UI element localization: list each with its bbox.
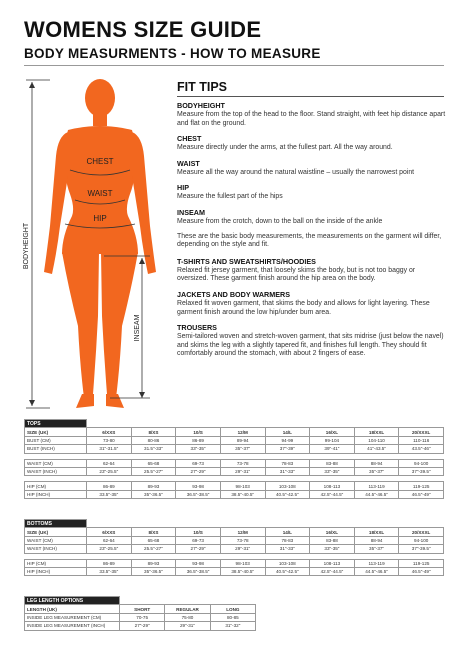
table-cell: 73-78 xyxy=(220,459,265,467)
table-cell: 70-75 xyxy=(120,613,165,621)
column-header: SHORT xyxy=(120,605,165,613)
table-cell: HIP (INCH) xyxy=(25,567,87,575)
table-cell: 88-94 xyxy=(354,536,399,544)
table-cell: 98-103 xyxy=(220,482,265,490)
table-cell: 94-100 xyxy=(399,459,444,467)
table-cell: 37"-39.5" xyxy=(399,545,444,553)
table-cell: 31"-31.5" xyxy=(87,445,132,453)
table-cell: 29"-31" xyxy=(165,622,210,630)
table-cell: 35"-36.5" xyxy=(131,567,176,575)
tip-waist: WAIST Measure all the way around the natural waistline – usually the narrowest point xyxy=(177,158,415,176)
table-cell: HIP (INCH) xyxy=(25,490,87,498)
table-cell: 25.5"-27" xyxy=(131,545,176,553)
table-cell: 31"-33" xyxy=(265,545,310,553)
tip-chest: CHEST Measure directly under the arms, at the fullest part. All the way around. xyxy=(177,134,393,152)
table-row xyxy=(25,490,444,498)
table-cell: 40.5"-42.5" xyxy=(265,490,310,498)
table-header-row xyxy=(25,528,444,536)
table-cell: 35"-36.5" xyxy=(131,490,176,498)
table-cell: 37"-39.5" xyxy=(399,467,444,475)
table-cell: 65-68 xyxy=(131,459,176,467)
column-header: REGULAR xyxy=(165,605,210,613)
column-header: 6/XXS xyxy=(87,528,132,536)
column-header: 16/XL xyxy=(310,528,355,536)
table-cell: 69-73 xyxy=(176,536,221,544)
table-cell: 119-125 xyxy=(399,559,444,567)
hip-label: HIP xyxy=(93,214,107,223)
table-cell: 25.5"-27" xyxy=(131,467,176,475)
table-cell: 35"-37" xyxy=(220,445,265,453)
table-cell: 99-104 xyxy=(310,436,355,444)
table-cell: 103-108 xyxy=(265,482,310,490)
table-header-row xyxy=(25,605,256,613)
table-cell: 86-89 xyxy=(87,559,132,567)
chest-label: CHEST xyxy=(86,157,114,166)
arrow-up-icon xyxy=(29,82,35,88)
table-cell: 33"-35" xyxy=(176,445,221,453)
tip-hip: HIP Measure the fullest part of the hips xyxy=(177,183,283,201)
bodyheight-label: BODYHEIGHT xyxy=(23,222,30,270)
table-cell: 44.5"-46.5" xyxy=(354,490,399,498)
table-cell: 110-116 xyxy=(399,436,444,444)
arrow-down-icon xyxy=(29,400,35,406)
table-cell: 42.5"-44.5" xyxy=(310,490,355,498)
table-header-row xyxy=(25,428,444,436)
table-cell: 80-85 xyxy=(210,613,255,621)
table-cell: 38.5"-40.5" xyxy=(220,567,265,575)
tip-trousers: TROUSERS Semi-tailored woven and stretch-woven garment, that sits midrise (just below the navel) and skims the leg with a slightly tapered fit, and finishes full length. They should fit comfortably around the stomach, with about 2 fingers of ease. xyxy=(177,323,444,358)
table-cell: 78-83 xyxy=(265,536,310,544)
table-cell: 98-103 xyxy=(220,559,265,567)
column-header: SIZE (UK) xyxy=(25,428,87,436)
table-cell: 73-80 xyxy=(87,436,132,444)
table-cell: 119-125 xyxy=(399,482,444,490)
table-cell: 104-110 xyxy=(354,436,399,444)
table-cell: 35"-37" xyxy=(354,545,399,553)
fit-note: These are the basic body measurements, the measurements on the garment will differ, depending on the style and fit. xyxy=(177,232,442,249)
table-cell: 65-68 xyxy=(131,536,176,544)
table-cell: HIP (CM) xyxy=(25,482,87,490)
table-cell: 94-100 xyxy=(399,536,444,544)
table-cell: INSIDE LEG MEASUREMENT (INCH) xyxy=(25,622,120,630)
table-cell: WAIST (INCH) xyxy=(25,467,87,475)
table-title: BOTTOMS xyxy=(25,520,87,528)
table-title: TOPS xyxy=(25,420,87,428)
tip-tshirts: T-SHIRTS AND SWEATSHIRTS/HOODIES Relaxed fit jersey garment, that loosely skims the body, but is not too baggy or oversized. These garment finish around the hip area on the body. xyxy=(177,256,416,283)
column-header: LENGTH (UK) xyxy=(25,605,120,613)
table-cell: 23"-25.5" xyxy=(87,467,132,475)
table-cell: 42.5"-44.5" xyxy=(310,567,355,575)
table-cell: 39"-41" xyxy=(310,445,355,453)
inseam-label: INSEAM xyxy=(134,314,141,342)
table-row xyxy=(25,559,444,567)
table-cell: WAIST (CM) xyxy=(25,536,87,544)
table-cell: 33.5"-35" xyxy=(87,490,132,498)
table-row xyxy=(25,545,444,553)
table-cell: 44.5"-46.5" xyxy=(354,567,399,575)
waist-label: WAIST xyxy=(87,189,113,198)
table-cell: 83-88 xyxy=(310,536,355,544)
table-cell: 33"-35" xyxy=(310,545,355,553)
header-divider xyxy=(24,65,444,66)
table-row xyxy=(25,536,444,544)
table-cell: 69-73 xyxy=(176,459,221,467)
table-cell: 93-98 xyxy=(176,559,221,567)
table-row xyxy=(25,459,444,467)
column-header: 14/L xyxy=(265,428,310,436)
fit-tips xyxy=(177,101,447,365)
table-cell: 31"-32" xyxy=(210,622,255,630)
table-row xyxy=(25,436,444,444)
table-title: LEG LENGTH OPTIONS xyxy=(25,597,120,605)
tops-size-table xyxy=(24,419,444,499)
table-cell: 108-113 xyxy=(310,559,355,567)
table-cell: 41"-43.5" xyxy=(354,445,399,453)
table-cell: 29"-31" xyxy=(220,467,265,475)
table-cell: 33.5"-35" xyxy=(87,567,132,575)
table-cell: 33"-35" xyxy=(310,467,355,475)
table-cell: 62-64 xyxy=(87,536,132,544)
tip-bodyheight: BODYHEIGHT Measure from the top of the head to the floor. Stand straight, with feet hip distance apart and flat on the ground. xyxy=(177,101,446,127)
table-cell: 31.5"-33" xyxy=(131,445,176,453)
table-cell: 94-99 xyxy=(265,436,310,444)
page-subtitle: BODY MEASURMENTS - HOW TO MEASURE xyxy=(24,46,321,61)
column-header: 8/XS xyxy=(131,428,176,436)
table-cell: 36.5"-38.5" xyxy=(176,567,221,575)
fit-tips-title: FIT TIPS xyxy=(177,80,227,94)
table-row xyxy=(25,467,444,475)
column-header: 6/XXS xyxy=(87,428,132,436)
table-cell: 40.5"-42.5" xyxy=(265,567,310,575)
table-cell: 31"-33" xyxy=(265,467,310,475)
table-cell: 89-94 xyxy=(220,436,265,444)
table-cell: 86-89 xyxy=(176,436,221,444)
arrow-down-icon xyxy=(139,392,145,398)
table-cell: 37"-39" xyxy=(265,445,310,453)
table-cell: 46.5"-49" xyxy=(399,490,444,498)
table-cell: 88-94 xyxy=(354,459,399,467)
table-row xyxy=(25,613,256,621)
table-cell: WAIST (INCH) xyxy=(25,545,87,553)
table-cell: WAIST (CM) xyxy=(25,459,87,467)
table-cell: 83-88 xyxy=(310,459,355,467)
column-header: 10/S xyxy=(176,528,221,536)
column-header: 14/L xyxy=(265,528,310,536)
column-header: 8/XS xyxy=(131,528,176,536)
table-cell: 113-119 xyxy=(354,559,399,567)
arrow-up-icon xyxy=(139,258,145,264)
column-header: 20/XXXL xyxy=(399,428,444,436)
table-cell: 27"-29" xyxy=(120,622,165,630)
table-cell: 46.5"-49" xyxy=(399,567,444,575)
tip-jackets: JACKETS AND BODY WARMERS Relaxed fit woven garment, that skims the body and allows for light layering. These garment finish around the low hip/under bum area. xyxy=(177,289,430,316)
column-header: 10/S xyxy=(176,428,221,436)
table-cell: 27"-29" xyxy=(176,545,221,553)
table-cell: BUST (INCH) xyxy=(25,445,87,453)
table-cell: 75-80 xyxy=(165,613,210,621)
body-silhouette xyxy=(44,79,156,408)
bottoms-size-table xyxy=(24,519,444,576)
table-cell: 89-93 xyxy=(131,559,176,567)
column-header: LONG xyxy=(210,605,255,613)
table-cell: HIP (CM) xyxy=(25,559,87,567)
column-header: 20/XXXL xyxy=(399,528,444,536)
table-cell: 103-108 xyxy=(265,559,310,567)
table-cell: 86-89 xyxy=(87,482,132,490)
table-row xyxy=(25,482,444,490)
table-cell: 62-64 xyxy=(87,459,132,467)
table-row xyxy=(25,445,444,453)
column-header: 18/XXL xyxy=(354,528,399,536)
column-header: 18/XXL xyxy=(354,428,399,436)
table-cell: 113-119 xyxy=(354,482,399,490)
column-header: 12/M xyxy=(220,428,265,436)
table-cell: 23"-25.5" xyxy=(87,545,132,553)
table-cell: 93-98 xyxy=(176,482,221,490)
page-title: WOMENS SIZE GUIDE xyxy=(24,17,262,42)
table-cell: 89-93 xyxy=(131,482,176,490)
table-cell: 29"-31" xyxy=(220,545,265,553)
table-cell: 27"-29" xyxy=(176,467,221,475)
column-header: 12/M xyxy=(220,528,265,536)
table-cell: 80-86 xyxy=(131,436,176,444)
table-cell: INSIDE LEG MEASUREMENT (CM) xyxy=(25,613,120,621)
fit-tips-divider xyxy=(177,96,444,97)
column-header: 16/XL xyxy=(310,428,355,436)
leg-length-table xyxy=(24,596,256,631)
body-measurement-figure xyxy=(20,76,170,416)
table-cell: 36.5"-38.5" xyxy=(176,490,221,498)
table-cell: 78-83 xyxy=(265,459,310,467)
table-cell: 35"-37" xyxy=(354,467,399,475)
table-cell: 43.5"-46" xyxy=(399,445,444,453)
table-cell: 108-113 xyxy=(310,482,355,490)
table-cell: BUST (CM) xyxy=(25,436,87,444)
table-cell: 38.5"-40.5" xyxy=(220,490,265,498)
table-cell: 73-78 xyxy=(220,536,265,544)
tip-inseam: INSEAM Measure from the crotch, down to the ball on the inside of the ankle xyxy=(177,207,383,225)
table-row xyxy=(25,622,256,630)
column-header: SIZE (UK) xyxy=(25,528,87,536)
table-row xyxy=(25,567,444,575)
